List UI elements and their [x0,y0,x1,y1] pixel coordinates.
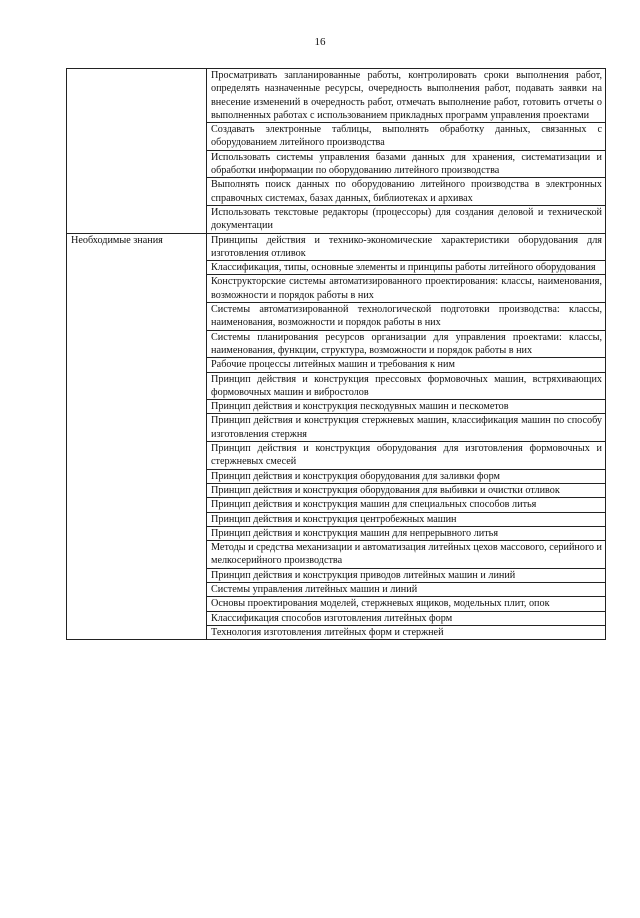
table-cell: Системы автоматизированной технологической подготовки производства: классы, наименования, возможности и порядок работы в них [207,303,606,331]
table-row [67,233,606,261]
table-cell: Системы планирования ресурсов организации для управления проектами: классы, наименования, функции, структура, возможности и порядок работы в них [207,330,606,358]
table-cell: Использовать текстовые редакторы (процессоры) для создания деловой и технической документации [207,205,606,233]
table-cell: Принцип действия и конструкция оборудования для заливки форм [207,469,606,483]
table-cell: Основы проектирования моделей, стержневых ящиков, модельных плит, опок [207,597,606,611]
table-cell: Принцип действия и конструкция машин для специальных способов литья [207,498,606,512]
table-cell: Выполнять поиск данных по оборудованию литейного производства в электронных справочных системах, базах данных, библиотеках и архивах [207,178,606,206]
table-cell: Принципы действия и технико-экономические характеристики оборудования для изготовления отливок [207,233,606,261]
table-cell: Принцип действия и конструкция пескодувных машин и пескометов [207,400,606,414]
page-number: 16 [314,36,326,48]
table-cell: Классификация, типы, основные элементы и принципы работы литейного оборудования [207,261,606,275]
table-cell: Рабочие процессы литейных машин и требования к ним [207,358,606,372]
table-cell: Принцип действия и конструкция приводов литейных машин и линий [207,568,606,582]
table-cell: Принцип действия и конструкция оборудования для изготовления формовочных и стержневых смесей [207,442,606,470]
table-row [67,69,606,123]
row-category-cell: Необходимые знания [67,233,207,640]
table-cell: Конструкторские системы автоматизированного проектирования: классы, наименования, возможности и порядок работы в них [207,275,606,303]
table-cell: Классификация способов изготовления литейных форм [207,611,606,625]
table-cell: Просматривать запланированные работы, контролировать сроки выполнения работ, определять назначенные ресурсы, очередность выполнения работ, подавать заявки на внесение изменений в очередность работ, отмечать выполнение работ, готовить отчеты о выполненных работах с использованием прикладных программ управления проектами [207,69,606,123]
table-cell: Методы и средства механизации и автоматизация литейных цехов массового, серийного и мелкосерийного производства [207,541,606,569]
requirements-table [66,68,606,640]
table-cell: Технология изготовления литейных форм и стержней [207,625,606,639]
table-cell: Системы управления литейных машин и линий [207,582,606,596]
table-cell: Принцип действия и конструкция оборудования для выбивки и очистки отливок [207,483,606,497]
table-cell: Принцип действия и конструкция стержневых машин, классификация машин по способу изготовления стержня [207,414,606,442]
table-cell: Принцип действия и конструкция прессовых формовочных машин, встряхивающих формовочных машин и вибростолов [207,372,606,400]
table-cell: Принцип действия и конструкция машин для непрерывного литья [207,526,606,540]
table-cell: Принцип действия и конструкция центробежных машин [207,512,606,526]
table-cell: Использовать системы управления базами данных для хранения, систематизации и обработки информации по оборудованию литейного производства [207,150,606,178]
table-cell: Создавать электронные таблицы, выполнять обработку данных, связанных с оборудованием литейного производства [207,123,606,151]
row-category-cell [67,69,207,234]
